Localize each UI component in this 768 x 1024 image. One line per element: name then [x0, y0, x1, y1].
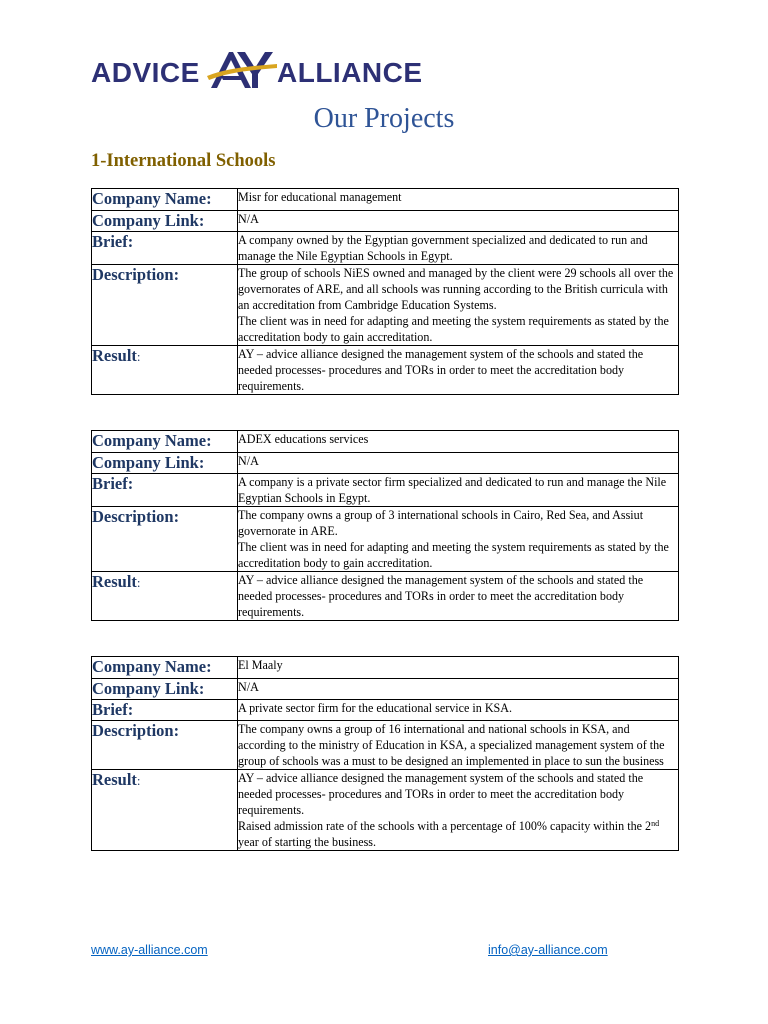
result-paragraph: AY – advice alliance designed the management system of the schools and stated the needed processes- procedures and TORs in order to meet the accreditation body requirements.	[238, 347, 644, 393]
row-brief	[92, 232, 679, 265]
value-company-name: ADEX educations services	[238, 431, 679, 453]
footer-email-link[interactable]: info@ay-alliance.com	[488, 943, 608, 957]
section-title: 1-International Schools	[91, 151, 276, 171]
label-company-name: Company Name:	[92, 189, 238, 211]
value-brief: A company is a private sector firm specialized and dedicated to run and manage the Nile Egyptian Schools in Egypt.	[238, 474, 679, 507]
row-description	[92, 721, 679, 770]
description-paragraph: The group of schools NiES owned and managed by the client were 29 schools all over the governorates of ARE, and all schools was running according to the British curricula with an accreditation from Cambridge Education Systems.	[238, 266, 674, 312]
logo-text-advice: ADVICE	[91, 57, 200, 88]
row-company-name	[92, 189, 679, 211]
value-description	[238, 721, 679, 770]
project-table-2	[91, 430, 679, 621]
footer-website-link[interactable]: www.ay-alliance.com	[91, 943, 208, 957]
project-table-1	[91, 188, 679, 395]
project-table-3	[91, 656, 679, 851]
label-brief: Brief:	[92, 700, 238, 721]
company-logo	[91, 46, 437, 92]
label-result-text: Result	[92, 572, 137, 591]
row-company-link	[92, 679, 679, 700]
value-company-link: N/A	[238, 211, 679, 232]
description-paragraph: The company owns a group of 16 international and national schools in KSA, and according to the ministry of Education in KSA, a specialized management system of the group of schools was a must to be designed an implemented in place to sun the business	[238, 722, 665, 768]
row-company-name	[92, 431, 679, 453]
row-brief	[92, 474, 679, 507]
logo-text-alliance: ALLIANCE	[277, 57, 423, 88]
label-result-colon: :	[136, 349, 141, 364]
result-extra-before: Raised admission rate of the schools with a percentage of 100% capacity within the 2	[238, 819, 652, 833]
value-result	[238, 572, 679, 621]
value-company-link: N/A	[238, 679, 679, 700]
logo-ay-mark-icon	[207, 46, 277, 92]
label-description: Description:	[92, 507, 238, 572]
label-company-name: Company Name:	[92, 431, 238, 453]
result-extra-superscript: nd	[651, 819, 660, 828]
description-paragraph: The client was in need for adapting and meeting the system requirements as stated by the accreditation body to gain accreditation.	[238, 314, 669, 344]
value-brief: A private sector firm for the educational service in KSA.	[238, 700, 679, 721]
label-description: Description:	[92, 265, 238, 346]
label-result-colon: :	[136, 575, 141, 590]
label-company-link: Company Link:	[92, 679, 238, 700]
value-description	[238, 507, 679, 572]
label-result-text: Result	[92, 770, 137, 789]
result-extra-after: year of starting the business.	[238, 835, 377, 849]
row-company-name	[92, 657, 679, 679]
label-company-name: Company Name:	[92, 657, 238, 679]
label-result-text: Result	[92, 346, 137, 365]
result-paragraph-extra	[238, 818, 678, 850]
value-company-name: El Maaly	[238, 657, 679, 679]
row-description	[92, 507, 679, 572]
value-company-name: Misr for educational management	[238, 189, 679, 211]
row-company-link	[92, 211, 679, 232]
label-description: Description:	[92, 721, 238, 770]
description-paragraph: The client was in need for adapting and meeting the system requirements as stated by the accreditation body to gain accreditation.	[238, 540, 669, 570]
description-paragraph: The company owns a group of 3 international schools in Cairo, Red Sea, and Assiut governorate in ARE.	[238, 508, 644, 538]
value-result	[238, 770, 679, 851]
result-paragraph: AY – advice alliance designed the management system of the schools and stated the needed processes- procedures and TORs in order to meet the accreditation body requirements.	[238, 771, 644, 817]
label-company-link: Company Link:	[92, 453, 238, 474]
label-result	[92, 346, 238, 395]
label-company-link: Company Link:	[92, 211, 238, 232]
row-result	[92, 572, 679, 621]
row-result	[92, 770, 679, 851]
label-brief: Brief:	[92, 474, 238, 507]
value-description	[238, 265, 679, 346]
label-result	[92, 770, 238, 851]
value-result	[238, 346, 679, 395]
row-company-link	[92, 453, 679, 474]
page-title: Our Projects	[313, 103, 455, 134]
value-brief: A company owned by the Egyptian government specialized and dedicated to run and manage the Nile Egyptian Schools in Egypt.	[238, 232, 679, 265]
row-description	[92, 265, 679, 346]
result-paragraph: AY – advice alliance designed the management system of the schools and stated the needed processes- procedures and TORs in order to meet the accreditation body requirements.	[238, 573, 644, 619]
label-result	[92, 572, 238, 621]
value-company-link: N/A	[238, 453, 679, 474]
row-brief	[92, 700, 679, 721]
row-result	[92, 346, 679, 395]
label-result-colon: :	[136, 773, 141, 788]
label-brief: Brief:	[92, 232, 238, 265]
